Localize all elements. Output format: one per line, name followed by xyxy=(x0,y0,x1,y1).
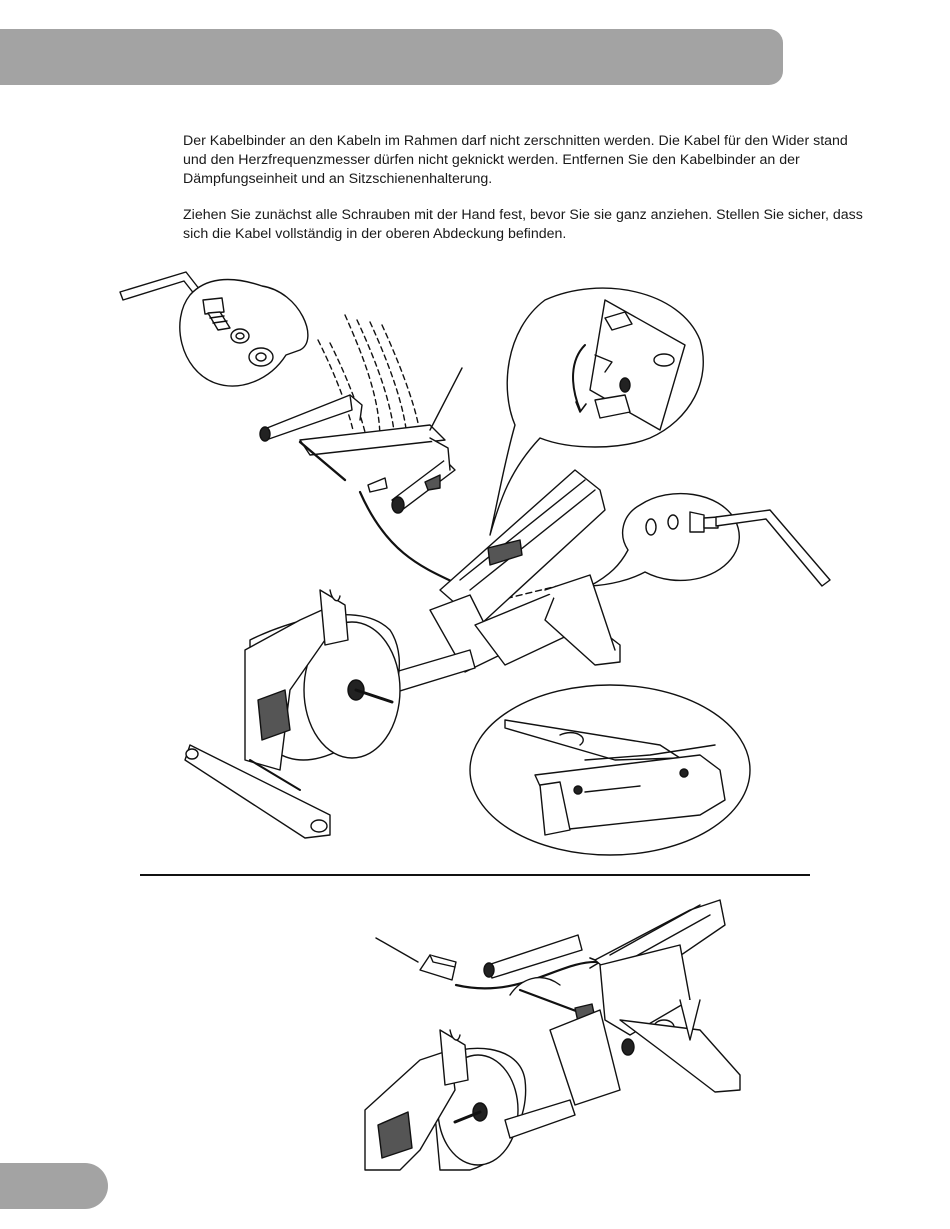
seat-pad-part xyxy=(420,955,456,980)
elliptical-frame-2 xyxy=(365,900,740,1170)
footer-tab xyxy=(0,1163,108,1209)
instruction-paragraph-2: Ziehen Sie zunächst alle Schrauben mit der Hand fest, bevor Sie sie ganz anziehen. Stellen Sie sicher, dass sich die Kabel vollständig in der oberen Abdeckung befinden. xyxy=(183,207,863,242)
pointer-line-2 xyxy=(376,938,418,962)
instruction-paragraph-1: Der Kabelbinder an den Kabeln im Rahmen darf nicht zerschnitten werden. Die Kabel für den Wider stand und den Herzfrequenzmesser dürfen nicht geknickt werden. Entfernen Sie den Kabelbinder an der Dämpfungseinheit und an Sitzschienenhalterung. xyxy=(183,133,848,187)
